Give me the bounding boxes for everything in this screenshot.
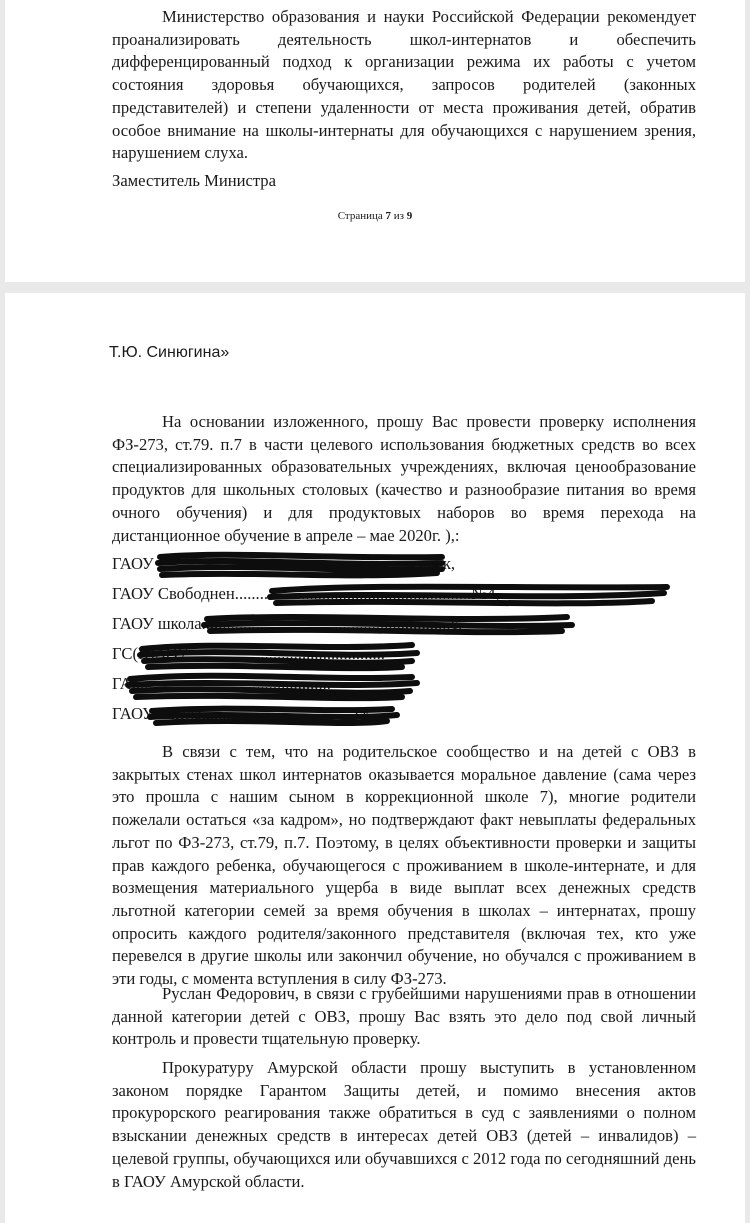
document-page-7 — [5, 0, 745, 282]
redaction-scribble — [112, 613, 582, 639]
document-page-8 — [5, 293, 745, 1223]
redaction-scribble — [112, 643, 422, 673]
signature-title: Заместитель Министра — [112, 171, 276, 190]
ministry-recommendation-paragraph: Министерство образования и науки Российской Федерации рекомендует проанализировать деятельность школ-интернатов и обеспечить дифференцированный подход к организации режима их работы с учетом состояния здоровья обучающихся, запросов родителей (законных представителей) и степени удаленности от места проживания детей, обратив особое внимание на школы-интернаты для обучающихся с нарушением зрения, нарушением слуха. — [112, 7, 696, 163]
redaction-scribble — [112, 703, 422, 731]
org-line-redacted: ГАОУ Свободнен.........................................................№4, — [112, 583, 702, 613]
redaction-scribble — [112, 553, 442, 579]
prosecutor-request-paragraph: Прокуратуру Амурской области прошу выступить в установленном законом порядке Гарантом Защиты детей, и помимо внесения актов прокурорского реагирования также обратиться в суд с заявлениями о полном взыскании денежных средств в интересах детей ОВЗ (детей – инвалидов) – целевой группы, обучающихся или обучавшихся с 2012 года по сегодняшний день в ГАОУ Амурской области. — [112, 1058, 696, 1191]
redaction-scribble — [112, 673, 422, 703]
redaction-scribble — [112, 583, 672, 609]
org-line-redacted: ГАОУ ...............................................................енск, — [112, 553, 702, 583]
personal-control-paragraph: Руслан Федорович, в связи с грубейшими нарушениями прав в отношении данной категории детей с ОВЗ, прошу Вас взять это дело под свой личный контроль и провести тщательную проверку. — [112, 984, 696, 1049]
org-line-redacted: ГС(К)АОУ................................................ — [112, 643, 702, 673]
moral-pressure-paragraph: В связи с тем, что на родительское сообщество и на детей с ОВЗ в закрытых стенах школ интернатов оказывается моральное давление (сама через это прошла с нашим сыном в коррекционной школе 7), многие родители пожелали остаться «за кадром», но подтверждают факт невыплаты федеральных льгот по ФЗ-273, ст.79, п.7. Поэтому, в целях объективности проверки и защиты прав каждого ребенка, обучающегося с проживанием в школе-интернате, и для возмещения материального ущерба в виде выплат всех денежных средств льготной категории семей за время обучения в школах – интернатах, прошу опросить каждого родителя/законного представителя (включая тех, кто уже перевелся в другие школы или закончил обучение, но обучался с проживанием в эти годы, с момента вступления в силу ФЗ-273. — [112, 742, 696, 989]
org-line-redacted: ГА................................................ — [112, 673, 702, 703]
signer-name: Т.Ю. Синюгина» — [109, 344, 230, 361]
page-number: Страница 7 из 9 — [337, 210, 413, 222]
request-paragraph: На основании изложенного, прошу Вас провести проверку исполнения ФЗ-273, ст.79. п.7 в части целевого использования бюджетных средств во всех специализированных образовательных учреждениях, включая ценообразование продуктов для школьных столовых (качество и разнообразие питания во время очного обучения) и для продуктовых наборов во время перехода на дистанционное обучение в апреле – мае 2020г. ),: — [112, 412, 696, 545]
org-line-redacted: ГАОУ школа.....................................ск. — [112, 703, 702, 733]
org-line-redacted: ГАОУ школа............................................................с, — [112, 613, 702, 643]
